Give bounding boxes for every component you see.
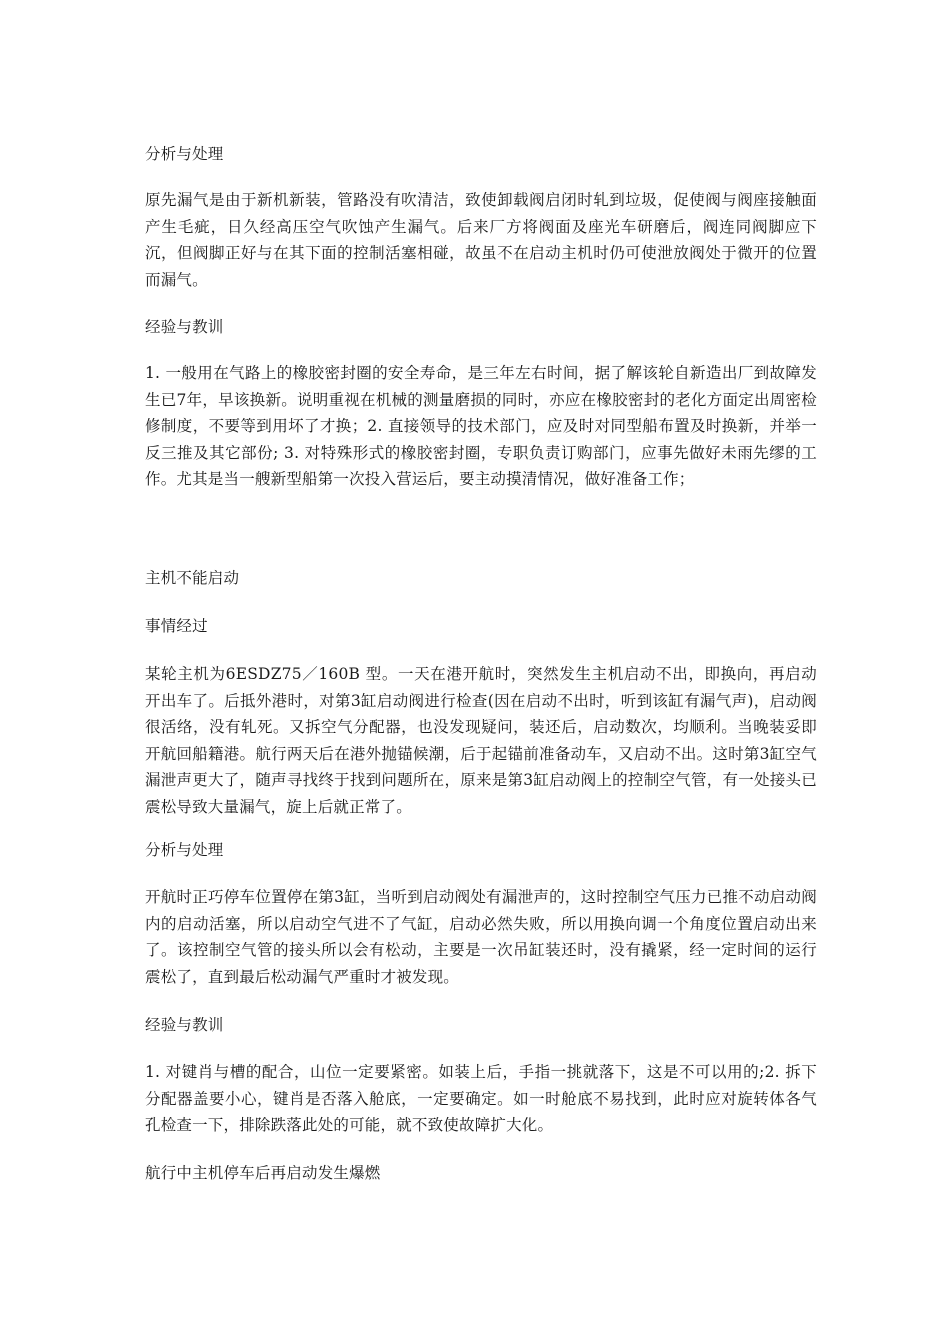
section-heading-incident: 事情经过 xyxy=(145,617,208,635)
section-heading-analysis-1: 分析与处理 xyxy=(145,145,224,163)
paragraph-analysis-2: 开航时正巧停车位置停在第3缸，当听到启动阀处有漏泄声的，这时控制空气压力已推不动启动阀内的启动活塞，所以启动空气进不了气缸，启动必然失败，所以用换向调一个角度位置启动出来了。该控制空气管的接头所以会有松动，主要是一次吊缸装还时，没有撬紧，经一定时间的运行震松了，直到最后松动漏气严重时才被发现。 xyxy=(145,888,817,986)
section-heading-lessons-1: 经验与教训 xyxy=(145,318,224,336)
section-heading-lessons-2: 经验与教训 xyxy=(145,1016,224,1034)
paragraph-analysis-1: 原先漏气是由于新机新装，管路没有吹清洁，致使卸载阀启闭时轧到垃圾，促使阀与阀座接触面产生毛疵，日久经高压空气吹蚀产生漏气。后来厂方将阀面及座光车研磨后，阀连同阀脚应下沉，但阀脚正好与在其下面的控制活塞相碰，故虽不在启动主机时仍可使泄放阀处于微开的位置而漏气。 xyxy=(145,191,817,289)
paragraph-lessons-1: 1. 一般用在气路上的橡胶密封圈的安全寿命，是三年左右时间，据了解该轮自新造出厂到故障发生已7年，早该换新。说明重视在机械的测量磨损的同时，亦应在橡胶密封的老化方面定出周密检修制度，不要等到用坏了才换；2. 直接领导的技术部门，应及时对同型船布置及时换新，并举一反三推及其它部份; 3. 对特殊形式的橡胶密封圈，专职负责订购部门，应事先做好未雨先缪的工作。尤其是当一艘新型船第一次投入营运后，要主动摸清情况，做好准备工作； xyxy=(145,364,817,488)
section-heading-engine-not-starting: 主机不能启动 xyxy=(145,569,240,587)
paragraph-lessons-2: 1. 对键肖与槽的配合，山位一定要紧密。如装上后，手指一挑就落下，这是不可以用的;2. 拆下分配器盖要小心，键肖是否落入舱底，一定要确定。如一时舱底不易找到，此时应对旋转体各气孔检查一下，排除跌落此处的可能，就不致使故障扩大化。 xyxy=(145,1063,817,1134)
section-heading-analysis-2: 分析与处理 xyxy=(145,841,224,859)
section-heading-backfire: 航行中主机停车后再启动发生爆燃 xyxy=(145,1164,381,1182)
paragraph-incident: 某轮主机为6ESDZ75／160B 型。一天在港开航时，突然发生主机启动不出，即换向，再启动开出车了。后抵外港时，对第3缸启动阀进行检查(因在启动不出时，听到该缸有漏气声)，启动阀很活络，没有轧死。又拆空气分配器，也没发现疑问，装还后，启动数次，均顺利。当晚装妥即开航回船籍港。航行两天后在港外抛锚候潮，后于起锚前准备动车，又启动不出。这时第3缸空气漏泄声更大了，随声寻找终于找到问题所在，原来是第3缸启动阀上的控制空气管，有一处接头已震松导致大量漏气，旋上后就正常了。 xyxy=(145,665,817,816)
